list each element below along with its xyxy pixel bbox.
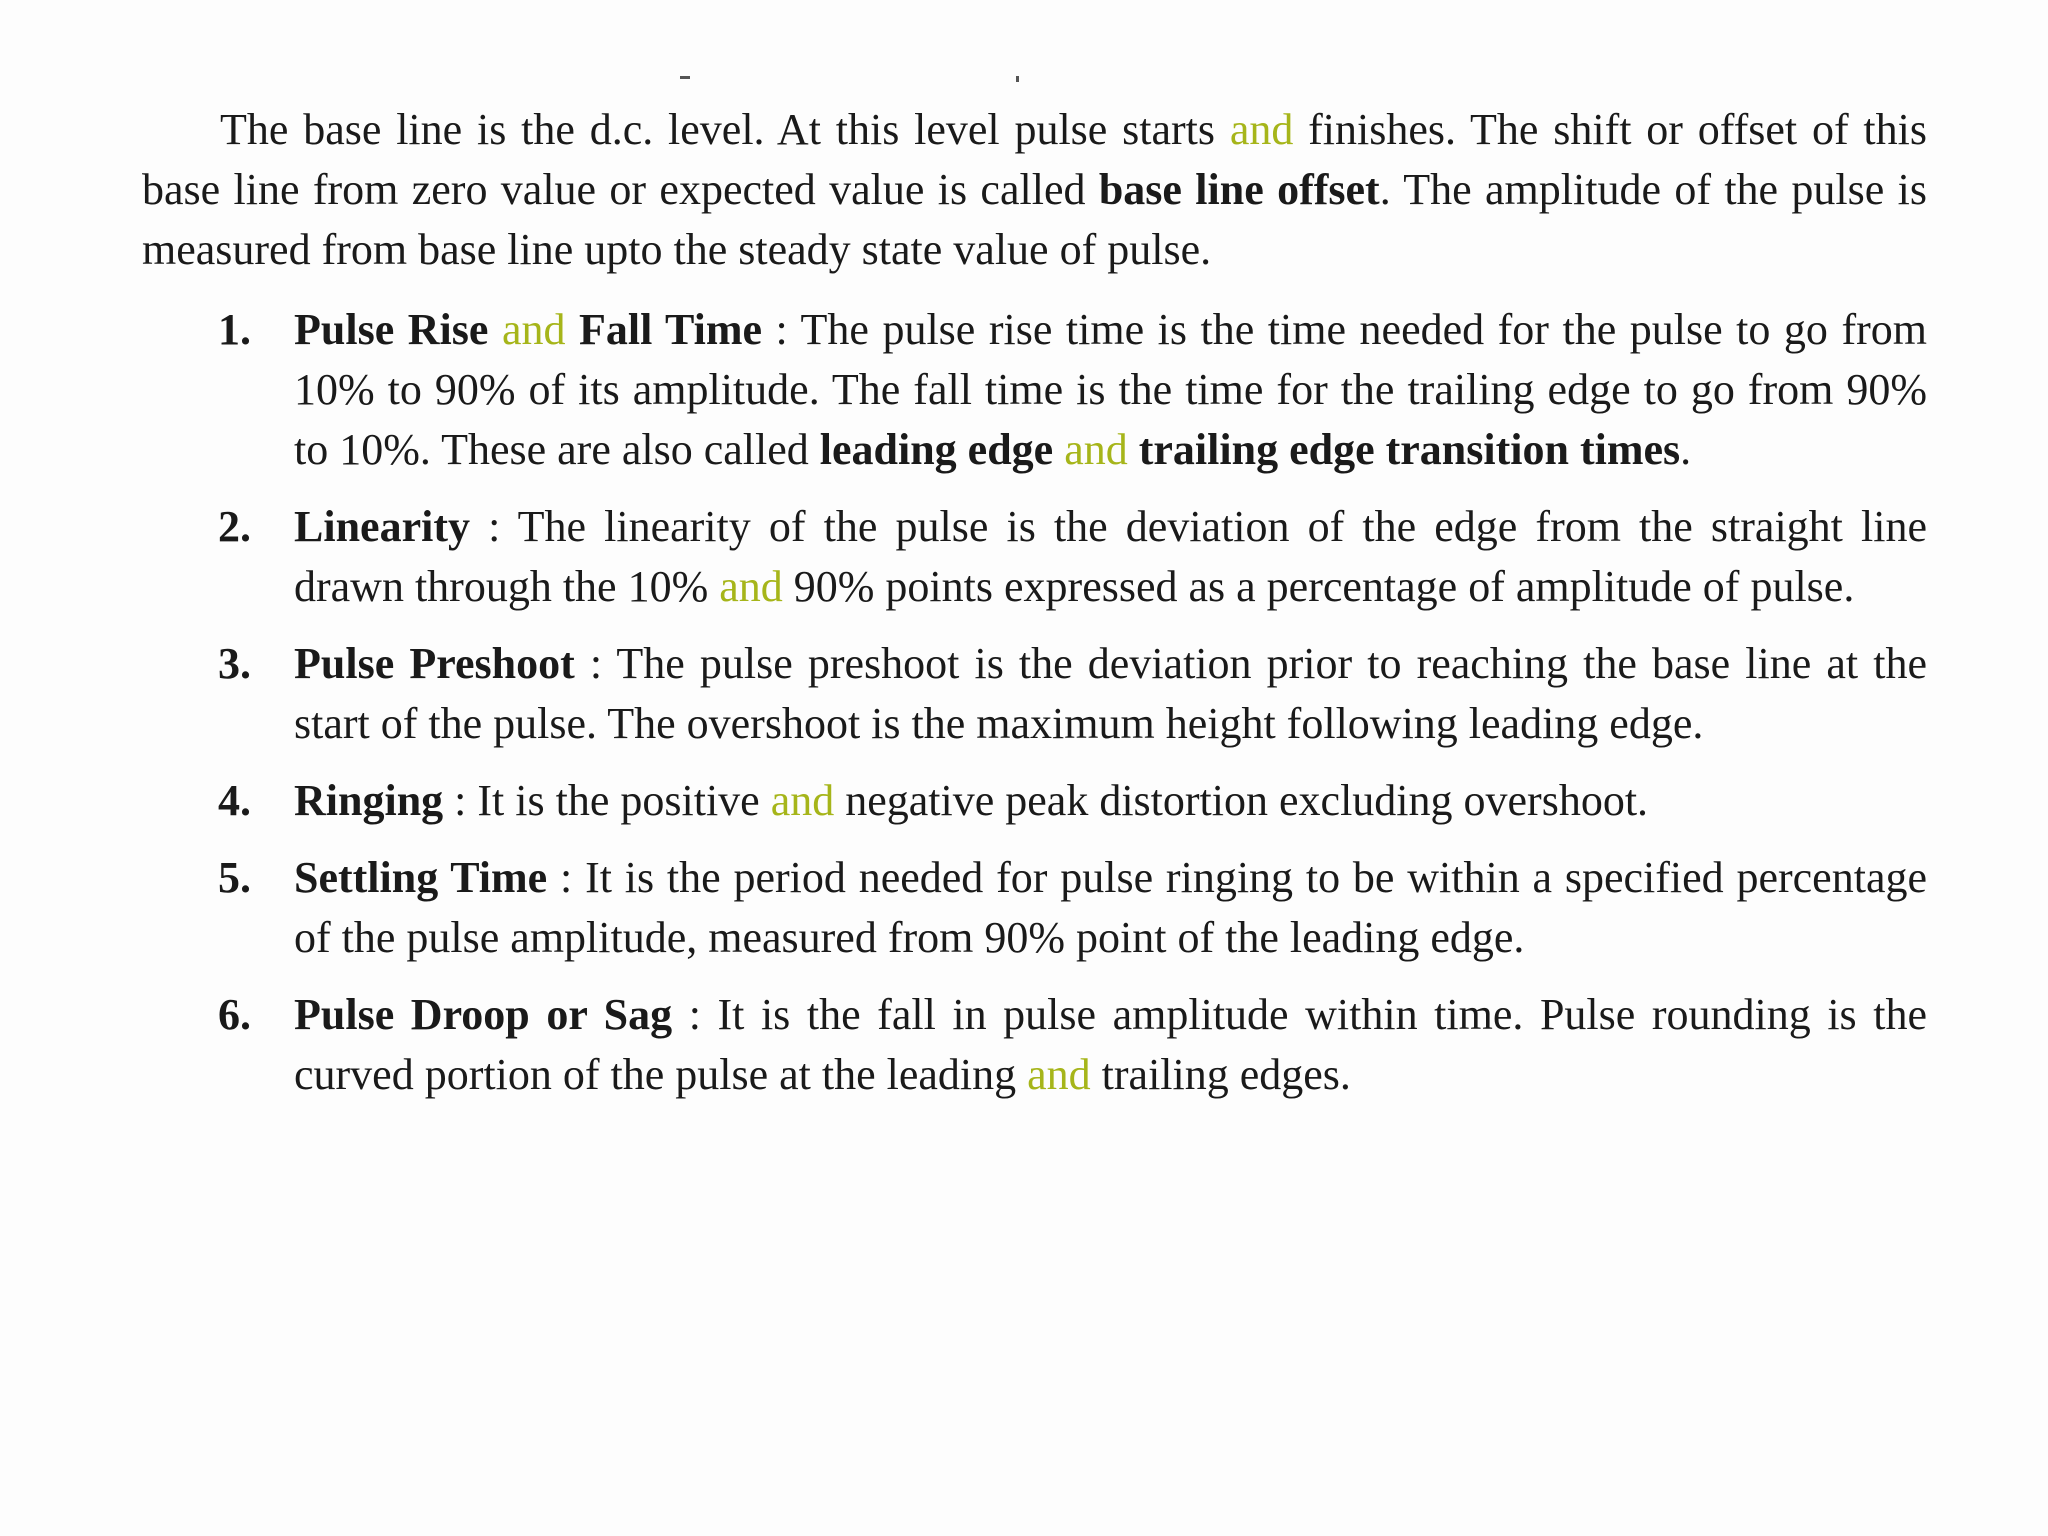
item-term: Pulse Preshoot [294, 639, 575, 688]
item-number: 2. [218, 502, 251, 551]
item-text: : The pulse preshoot is the deviation prior to reaching the base line at the start of the pulse. The overshoot is the maximum height following leading edge. [294, 639, 1927, 748]
intro-text: . The amplitude of the pulse is measured from base line upto the steady state value of pulse. [142, 165, 1928, 274]
highlighted-word: and [1027, 1050, 1091, 1099]
list-item [142, 848, 1927, 968]
list-item [142, 985, 1927, 1105]
item-text: trailing edges. [1090, 1050, 1351, 1099]
item-text: . [1680, 425, 1692, 474]
item-text: : The linearity of the pulse is the deviation of the edge from the straight line drawn through the 10% [294, 502, 1927, 611]
item-text: 90% points expressed as a percentage of amplitude of pulse. [782, 562, 1855, 611]
item-text: : The pulse rise time is the time needed for the pulse to go from 10% to 90% of its amplitude. The fall time is the time for the trailing edge to go from 90% to 10%. These are also called [294, 305, 1927, 474]
highlighted-word: and [501, 305, 566, 354]
item-term: Settling Time [294, 853, 548, 902]
item-text: : It is the positive [443, 776, 771, 825]
list-item [142, 497, 1927, 617]
item-number: 4. [218, 776, 251, 825]
document-body [142, 100, 1927, 1122]
item-text: : It is the fall in pulse amplitude within time. Pulse rounding is the curved portion of the pulse at the leading [294, 990, 1927, 1099]
item-term: Pulse Rise [294, 305, 489, 354]
item-term: Fall Time [579, 305, 763, 354]
edge-mark [1016, 76, 1019, 82]
top-edge-marks [680, 70, 1020, 84]
item-number: 6. [218, 990, 251, 1039]
item-number: 3. [218, 639, 251, 688]
item-term: Ringing [294, 776, 444, 825]
edge-mark [680, 76, 690, 79]
item-term: Pulse Droop or Sag [294, 990, 673, 1039]
highlighted-word: and [719, 562, 783, 611]
highlighted-word: and [1064, 425, 1128, 474]
intro-paragraph [142, 100, 1927, 280]
intro-text: The base line is the d.c. level. At this level pulse starts [220, 105, 1230, 154]
highlighted-word: and [770, 776, 835, 825]
definition-list [142, 300, 1927, 1105]
highlighted-word: and [1229, 105, 1294, 154]
bold-term: trailing edge transition times [1138, 425, 1681, 474]
list-item [142, 771, 1927, 831]
item-number: 1. [218, 305, 251, 354]
item-text: : It is the period needed for pulse ringing to be within a specified percentage of the pulse amplitude, measured from 90% point of the leading edge. [294, 853, 1927, 962]
item-text: negative peak distortion excluding overshoot. [834, 776, 1649, 825]
item-number: 5. [218, 853, 251, 902]
list-item [142, 300, 1927, 480]
item-term: Linearity [294, 502, 470, 551]
intro-text: finishes. The shift or offset of this base line from zero value or expected value is called [142, 105, 1927, 214]
bold-term: base line offset [1098, 165, 1380, 214]
list-item [142, 634, 1927, 754]
bold-term: leading edge [819, 425, 1054, 474]
